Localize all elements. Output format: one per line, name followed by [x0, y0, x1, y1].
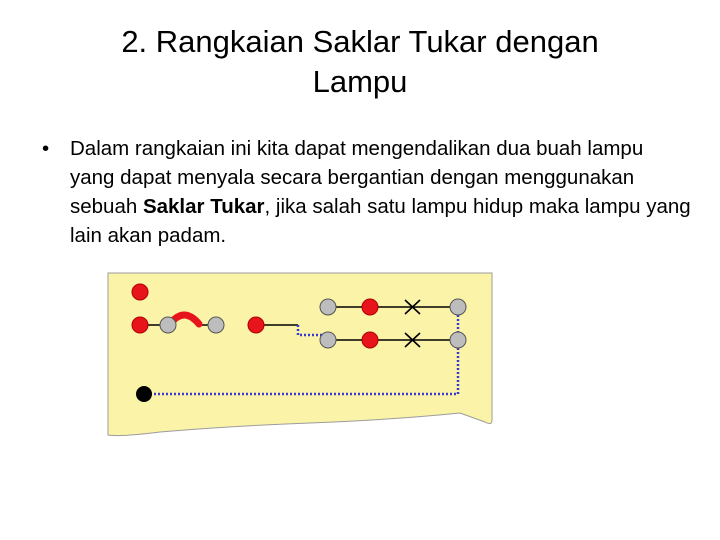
node-gray-switch	[160, 317, 176, 333]
node-gray-bottom-right	[450, 332, 466, 348]
node-red-left	[132, 317, 148, 333]
slide-title	[40, 22, 680, 102]
node-red-top	[362, 299, 378, 315]
bullet-paragraph	[42, 134, 692, 250]
wiring-diagram	[100, 270, 500, 450]
node-gray-top-right	[450, 299, 466, 315]
bullet-point: •	[42, 137, 50, 160]
node-red-middle	[248, 317, 264, 333]
title-line-2: Lampu	[312, 64, 408, 99]
title-line-1: 2. Rangkaian Saklar Tukar dengan	[121, 24, 599, 59]
node-red-top-left	[132, 284, 148, 300]
node-black-bottom	[136, 386, 152, 402]
node-gray-middle	[208, 317, 224, 333]
node-gray-top	[320, 299, 336, 315]
node-gray-bottom	[320, 332, 336, 348]
bullet-text-before: Dalam rangkaian ini kita dapat mengendalikan dua buah lampu yang dapat menyala secara bergantian dengan menggunakan sebuah	[70, 137, 644, 218]
node-red-bottom	[362, 332, 378, 348]
bullet-text	[70, 134, 692, 250]
bullet-text-after: , jika salah satu lampu hidup maka lampu yang lain akan padam.	[70, 195, 691, 247]
diagram-board	[108, 273, 492, 436]
bullet-text-bold: Saklar Tukar	[142, 195, 265, 218]
